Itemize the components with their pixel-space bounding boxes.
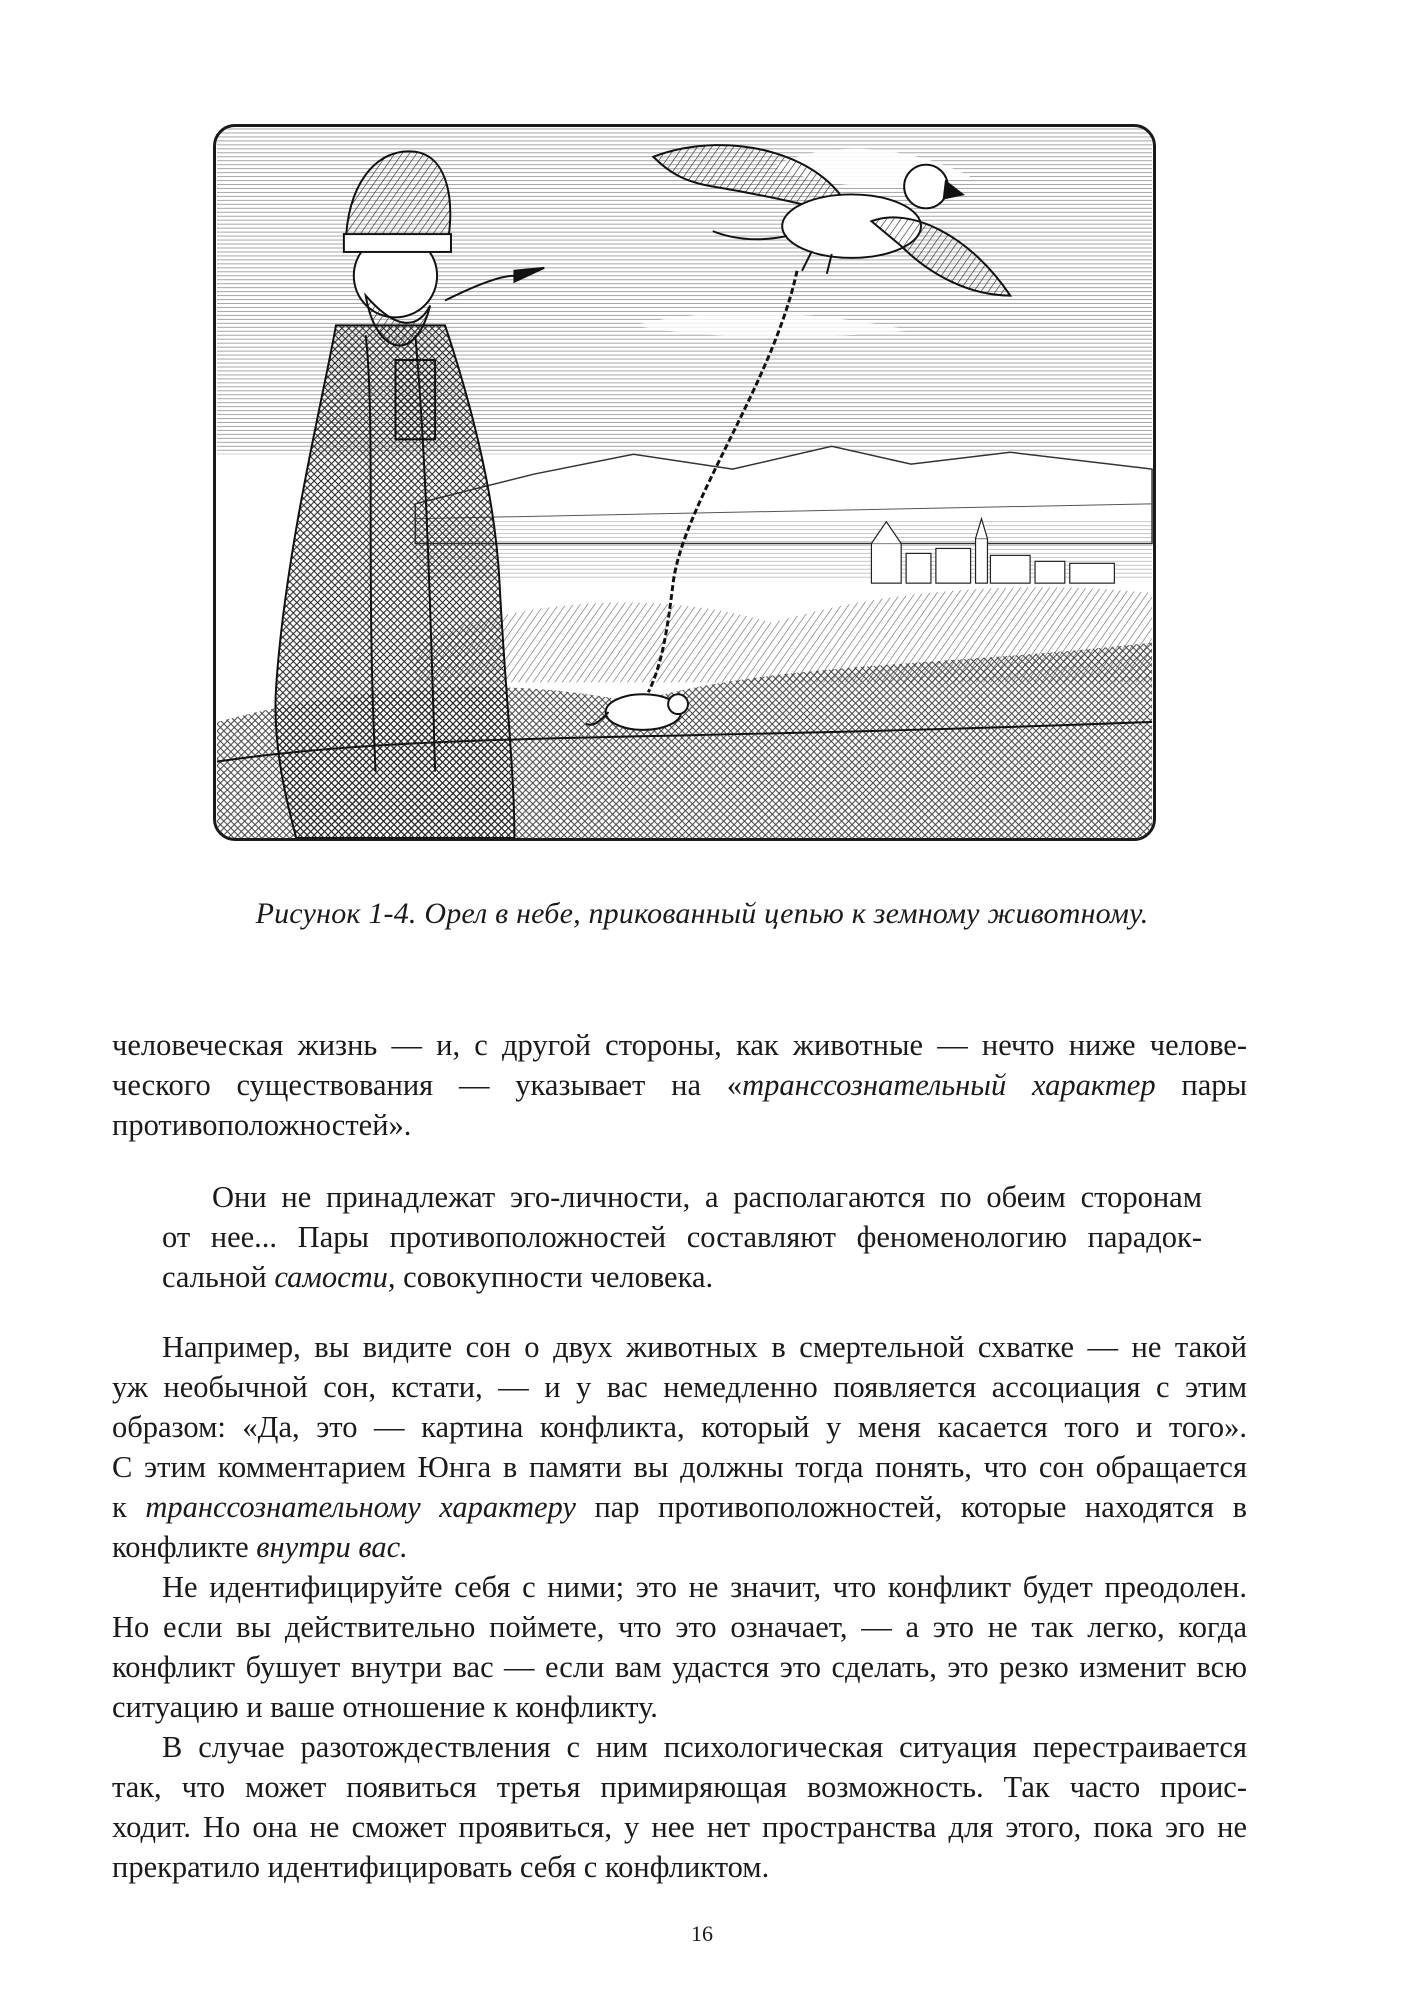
paragraph-continuation — [112, 1025, 1247, 1145]
figure-caption: Рисунок 1-4. Орел в небе, прикованный цепью к земному животному. — [255, 897, 1149, 930]
text-line: так, что может появиться третья примиряющая возможность. Так часто проис- — [112, 1770, 1247, 1804]
text-span: сальной — [162, 1260, 275, 1294]
text-line: Не идентифицируйте себя с ними; это не значит, что конфликт будет преодолен. — [162, 1570, 1247, 1604]
text-line: С этим комментарием Юнга в памяти вы должны тогда понять, что сон обращается — [112, 1450, 1247, 1484]
text-line: Например, вы видите сон о двух животных в смертельной схватке — не такой — [162, 1330, 1247, 1364]
text-line: конфликт бушует внутри вас — если вам удастся это сделать, это резко изменит всю — [112, 1650, 1247, 1684]
paragraph-identification — [112, 1567, 1247, 1727]
text-line: образом: «Да, это — картина конфликта, который у меня касается того и того». — [112, 1410, 1247, 1444]
text-line: ходит. Но она не сможет проявиться, у нее нет пространства для этого, пока эго не — [112, 1810, 1247, 1844]
engraving-figure — [213, 124, 1156, 841]
text-line: В случае разотождествления с ним психологическая ситуация перестраивается — [162, 1730, 1247, 1764]
paragraph-dream-example — [112, 1327, 1247, 1567]
text-line: прекратило идентифицировать себя с конфликтом. — [112, 1850, 770, 1884]
text-span: к — [112, 1490, 146, 1524]
emphasis-text: транссознательный характер — [742, 1068, 1156, 1102]
text-line: от нее... Пары противоположностей составляют феноменологию парадок- — [162, 1220, 1202, 1254]
block-quote — [162, 1177, 1202, 1297]
emphasis-text: транссознательному характеру — [145, 1490, 576, 1524]
text-line — [112, 1065, 1247, 1105]
paragraph-disidentification — [112, 1727, 1247, 1887]
emphasis-text: внутри вас. — [256, 1530, 408, 1564]
text-span: пар противоположностей, которые находятся в — [575, 1490, 1247, 1524]
text-line — [112, 1527, 1247, 1567]
text-line — [112, 1487, 1247, 1527]
text-line: противоположностей». — [112, 1108, 412, 1142]
text-span: совокупности человека. — [395, 1260, 714, 1294]
text-line: Но если вы действительно поймете, что это означает, — а это не так легко, когда — [112, 1610, 1247, 1644]
text-line: Они не принадлежат эго-личности, а располагаются по обеим сторонам — [212, 1180, 1202, 1214]
text-span: конфликте — [112, 1530, 257, 1564]
emphasis-text: самости, — [274, 1260, 396, 1294]
text-line — [162, 1257, 1202, 1297]
engraving-illustration — [216, 127, 1153, 838]
page-number: 16 — [691, 1921, 713, 1946]
text-line: человеческая жизнь — и, с другой стороны, как животные — нечто ниже челове- — [112, 1028, 1247, 1062]
text-span: ческого существования — указывает на « — [112, 1068, 743, 1102]
text-span: пары — [1155, 1068, 1247, 1102]
text-line: ситуацию и ваше отношение к конфликту. — [112, 1690, 658, 1724]
text-line: уж необычной сон, кстати, — и у вас немедленно появляется ассоциация с этим — [112, 1370, 1247, 1404]
